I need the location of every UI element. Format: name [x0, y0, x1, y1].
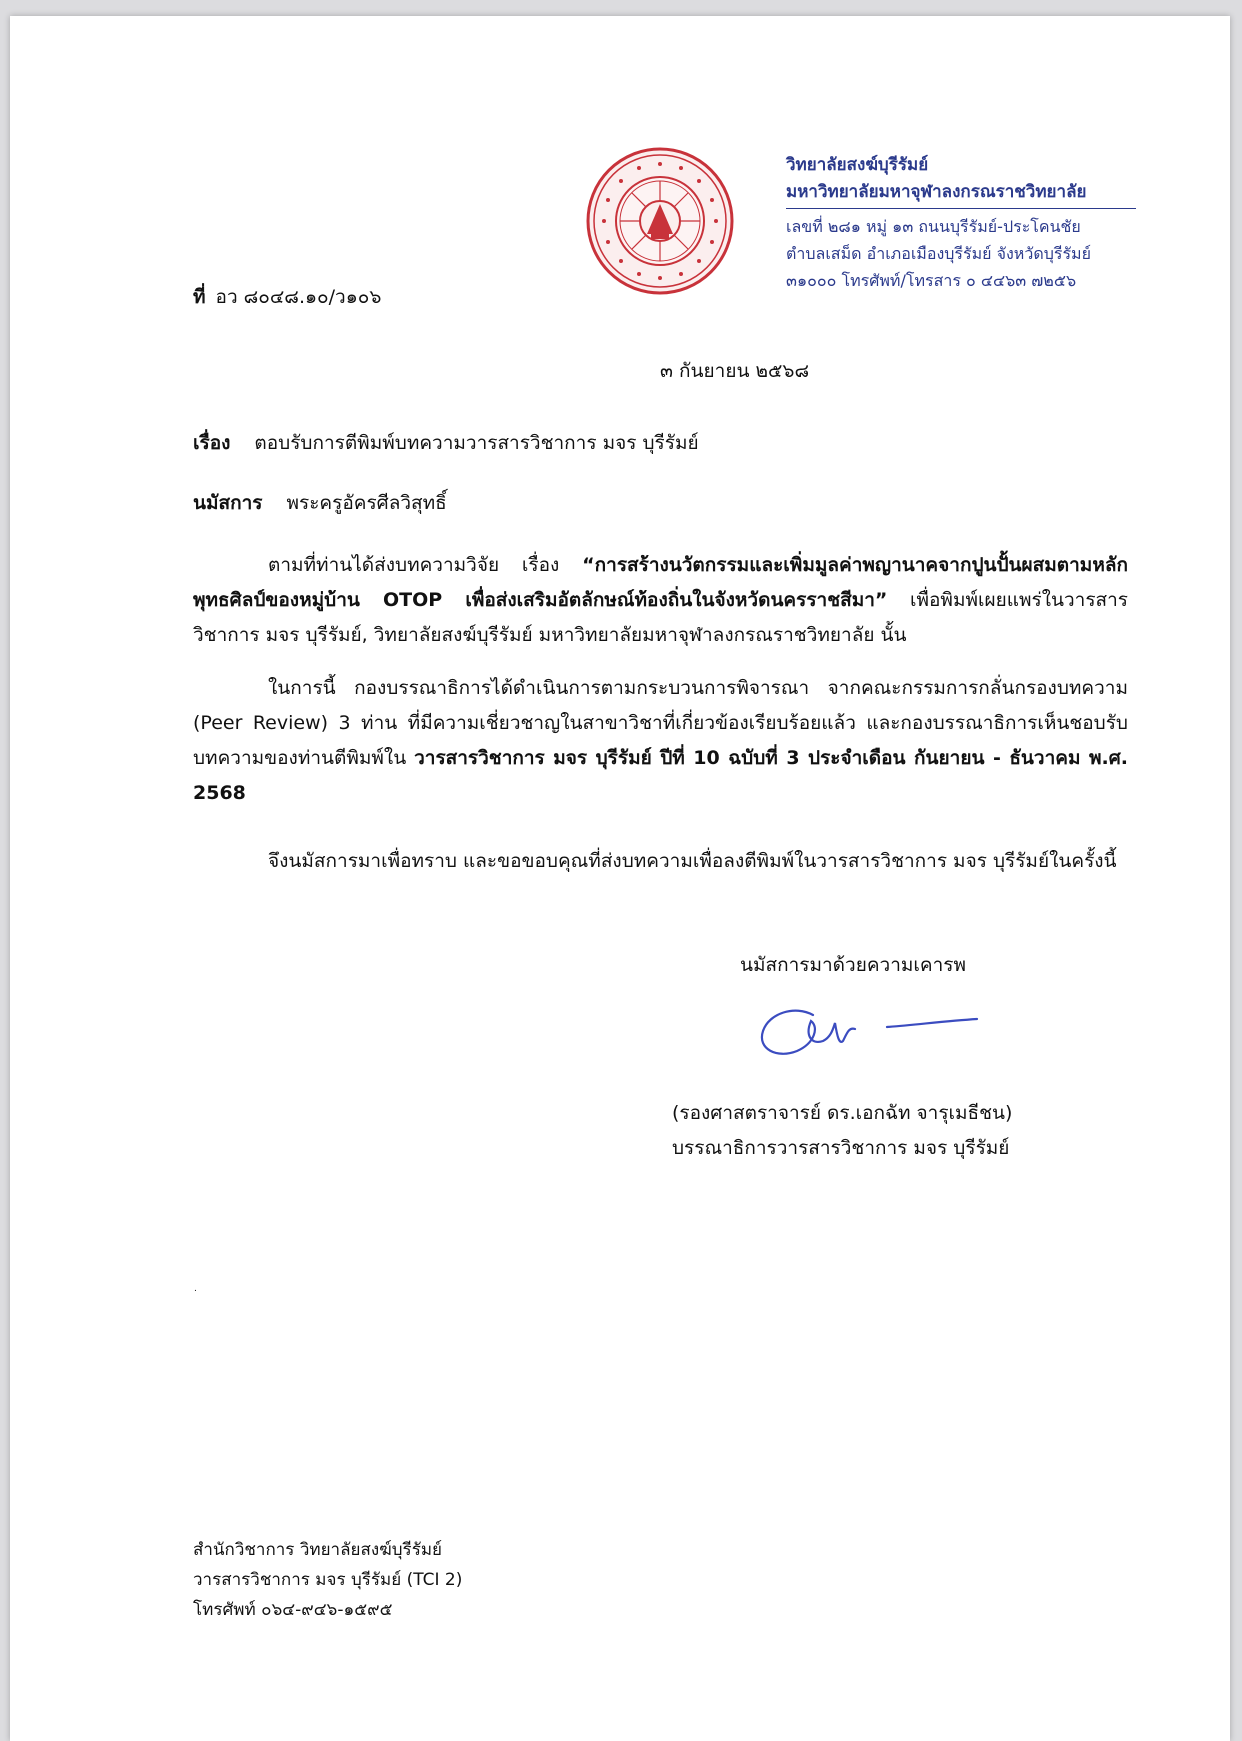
closing-phrase: นมัสการมาด้วยความเคารพ: [740, 954, 966, 976]
reference-number: [193, 282, 381, 312]
footer-office: สำนักวิชาการ วิทยาลัยสงฆ์บุรีรัมย์: [193, 1540, 442, 1560]
reference-label: ที่: [193, 286, 206, 308]
subject-line: [193, 428, 699, 458]
body-paragraph-1: [193, 548, 1128, 653]
university-name: มหาวิทยาลัยมหาจุฬาลงกรณราชวิทยาลัย: [786, 182, 1087, 202]
letterhead: [786, 152, 1136, 294]
signature-image: [755, 1001, 985, 1071]
address-line-1: เลขที่ ๒๘๑ หมู่ ๑๓ ถนนบุรีรัมย์-ประโคนชัย: [786, 217, 1081, 236]
address-line-2: ตำบลเสม็ด อำเภอเมืองบุรีรัมย์ จังหวัดบุรีรัมย์: [786, 244, 1091, 263]
body-paragraph-3: [193, 844, 1128, 879]
reference-value: อว ๘๐๔๘.๑๐/ว๑๐๖: [215, 286, 382, 308]
signer-block: [672, 1096, 1012, 1166]
footer-contact: [193, 1535, 462, 1625]
subject-text: ตอบรับการตีพิมพ์บทความวารสารวิชาการ มจร บุรีรัมย์: [254, 432, 699, 454]
salutation-label: นมัสการ: [193, 492, 263, 514]
address-line-3: ๓๑๐๐๐ โทรศัพท์/โทรสาร ๐ ๔๔๖๓ ๗๒๕๖: [786, 271, 1077, 290]
article-title: “การสร้างนวัตกรรมและเพิ่มมูลค่าพญานาคจากปูนปั้นผสมตามหลักพุทธศิลป์ของหมู่บ้าน OTOP เพื่อส่งเสริมอัตลักษณ์ท้องถิ่นในจังหวัดนครราชสีมา”: [193, 554, 1128, 611]
p1-intro: ตามที่ท่านได้ส่งบทความวิจัย เรื่อง: [268, 554, 583, 576]
college-seal-logo: [585, 146, 735, 296]
body-paragraph-2: [193, 671, 1128, 811]
salutation-text: พระครูอัครศีลวิสุทธิ์: [286, 492, 447, 514]
signer-name: (รองศาสตราจารย์ ดร.เอกฉัท จารุเมธีชน): [672, 1102, 1013, 1124]
journal-issue: วารสารวิชาการ มจร บุรีรัมย์ ปีที่ 10 ฉบับที่ 3 ประจำเดือน กันยายน - ธันวาคม พ.ศ. 2568: [193, 747, 1129, 804]
p2-text: ในการนี้ กองบรรณาธิการได้ดำเนินการตามกระบวนการพิจารณา จากคณะกรรมการกลั่นกรองบทความ (Peer Review) 3 ท่าน ที่มีความเชี่ยวชาญในสาขาวิชาที่เกี่ยวข้องเรียบร้อยแล้ว และกองบรรณาธิการเห็นชอบรับบทความของท่านตีพิมพ์ใน: [193, 677, 1128, 769]
p3-text: จึงนมัสการมาเพื่อทราบ และขอขอบคุณที่ส่งบทความเพื่อลงตีพิมพ์ในวารสารวิชาการ มจร บุรีรัมย์ในครั้งนี้: [268, 850, 1117, 872]
p1-rest: เพื่อพิมพ์เผยแพร่ในวารสารวิชาการ มจร บุรีรัมย์, วิทยาลัยสงฆ์บุรีรัมย์ มหาวิทยาลัยมหาจุฬาลงกรณราชวิทยาลัย นั้น: [193, 589, 1129, 646]
salutation-line: [193, 488, 447, 518]
letter-page: [10, 16, 1230, 1741]
subject-label: เรื่อง: [193, 432, 231, 454]
footer-journal: วารสารวิชาการ มจร บุรีรัมย์ (TCI 2): [193, 1570, 463, 1590]
college-name: วิทยาลัยสงฆ์บุรีรัมย์: [786, 155, 929, 175]
signer-position: บรรณาธิการวารสารวิชาการ มจร บุรีรัมย์: [672, 1137, 1010, 1159]
stray-mark: .: [194, 1284, 197, 1294]
letter-date: ๓ กันยายน ๒๕๖๘: [660, 360, 810, 382]
letterhead-divider: [786, 208, 1136, 209]
footer-phone: โทรศัพท์ ๐๖๔-๙๔๖-๑๕๙๕: [193, 1600, 393, 1620]
